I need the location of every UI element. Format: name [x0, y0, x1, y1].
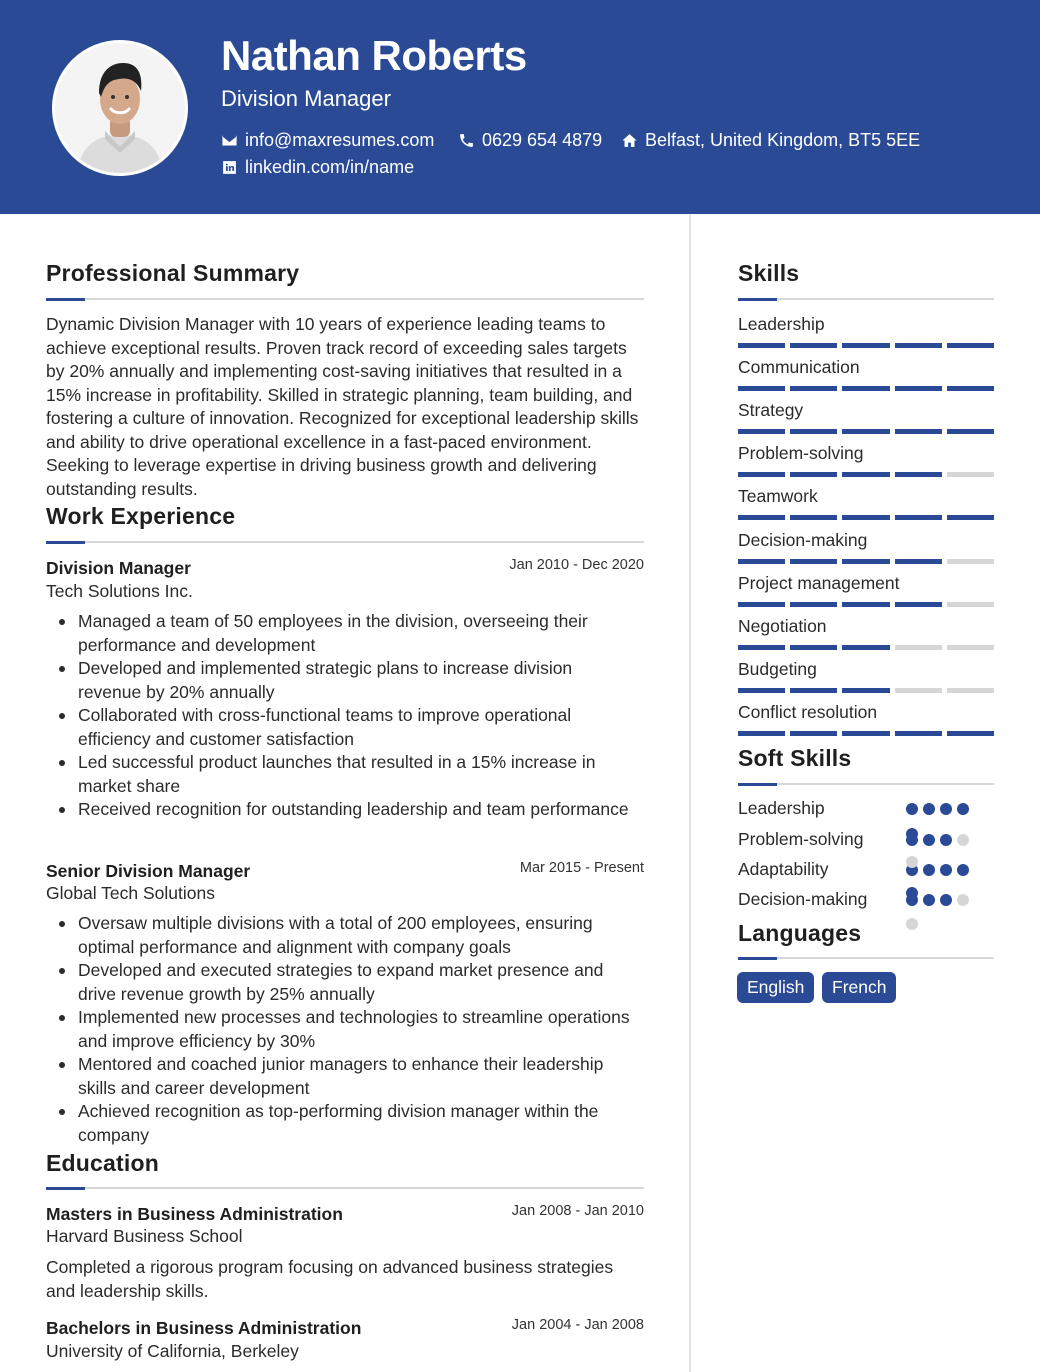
- list-item: Led successful product launches that resulted in a 15% increase in market share: [78, 751, 638, 798]
- resume-header: [0, 0, 1040, 214]
- skill-segment: [842, 731, 889, 736]
- skill-segment: [895, 386, 942, 391]
- experience-rule: [46, 541, 644, 543]
- candidate-name: Nathan Roberts: [221, 32, 527, 79]
- skill-segment: [738, 429, 785, 434]
- rating-dot: [957, 803, 969, 815]
- languages-rule: [738, 957, 994, 959]
- contact-location: [621, 130, 920, 151]
- skill-segment: [842, 559, 889, 564]
- skill-segment: [790, 602, 837, 607]
- skill-segment: [738, 472, 785, 477]
- skill-segment: [895, 472, 942, 477]
- skill-segment: [895, 559, 942, 564]
- rating-dot: [957, 864, 969, 876]
- skill-segment: [790, 559, 837, 564]
- skill-segment: [895, 645, 942, 650]
- list-item: Implemented new processes and technologies to streamline operations and improve efficiency by 30%: [78, 1006, 638, 1053]
- email-text: info@maxresumes.com: [245, 130, 435, 150]
- rating-dot: [906, 887, 918, 899]
- skill-segment: [738, 343, 785, 348]
- skill-segment: [947, 386, 994, 391]
- languages-heading: Languages: [738, 920, 862, 946]
- skills-heading: Skills: [738, 260, 800, 286]
- soft-skill-rating: [906, 803, 969, 815]
- skill-level-bar: [738, 386, 994, 391]
- list-item: Developed and implemented strategic plans to increase division revenue by 20% annually: [78, 657, 638, 704]
- linkedin-icon: [221, 159, 238, 176]
- skill-segment: [790, 515, 837, 520]
- skill-name: Leadership: [738, 314, 825, 334]
- phone-icon: [458, 132, 475, 149]
- degree-title: Bachelors in Business Administration: [46, 1318, 362, 1338]
- job-bullets: [78, 610, 638, 822]
- list-item: Oversaw multiple divisions with a total of 200 employees, ensuring optimal performance and alignment with company goals: [78, 912, 638, 959]
- job-bullets: [78, 912, 638, 1147]
- skill-name: Decision-making: [738, 530, 868, 550]
- skill-segment: [947, 429, 994, 434]
- skill-segment: [895, 602, 942, 607]
- soft-skill-name: Adaptability: [738, 859, 829, 879]
- soft-skills-rule: [738, 783, 994, 785]
- avatar: [52, 40, 188, 176]
- skill-segment: [790, 429, 837, 434]
- skill-level-bar: [738, 645, 994, 650]
- experience-heading: Work Experience: [46, 503, 236, 529]
- skill-segment: [738, 386, 785, 391]
- summary-rule: [46, 298, 644, 300]
- skill-segment: [790, 343, 837, 348]
- rating-dot: [940, 803, 952, 815]
- skill-segment: [790, 731, 837, 736]
- skill-name: Strategy: [738, 400, 804, 420]
- skill-segment: [842, 602, 889, 607]
- skill-name: Project management: [738, 573, 900, 593]
- job-dates: Jan 2010 - Dec 2020: [509, 557, 644, 573]
- rating-dot: [940, 864, 952, 876]
- degree-description: Completed a rigorous program focusing on advanced business strategies and leadership skills.: [46, 1257, 614, 1301]
- skill-segment: [738, 731, 785, 736]
- envelope-icon: [221, 132, 238, 149]
- degree-dates: Jan 2008 - Jan 2010: [511, 1203, 644, 1219]
- skill-segment: [738, 688, 785, 693]
- rating-dot: [906, 918, 918, 930]
- degree-title: Masters in Business Administration: [46, 1204, 343, 1224]
- location-text: Belfast, United Kingdom, BT5 5EE: [645, 130, 921, 150]
- skill-segment: [947, 602, 994, 607]
- skill-segment: [842, 645, 889, 650]
- list-item: Mentored and coached junior managers to enhance their leadership skills and career development: [78, 1053, 638, 1100]
- list-item: Collaborated with cross-functional teams to improve operational efficiency and customer satisfaction: [78, 704, 638, 751]
- skill-segment: [895, 515, 942, 520]
- skill-segment: [895, 731, 942, 736]
- degree-dates: Jan 2004 - Jan 2008: [511, 1317, 644, 1333]
- skill-segment: [947, 515, 994, 520]
- skill-level-bar: [738, 731, 994, 736]
- skill-name: Negotiation: [738, 616, 827, 636]
- education-heading: Education: [46, 1150, 159, 1176]
- skill-segment: [947, 343, 994, 348]
- candidate-title: Division Manager: [221, 86, 391, 111]
- skill-segment: [738, 515, 785, 520]
- skill-level-bar: [738, 559, 994, 564]
- skill-name: Problem-solving: [738, 443, 864, 463]
- skill-segment: [790, 472, 837, 477]
- rating-dot: [940, 834, 952, 846]
- soft-skill-name: Decision-making: [738, 889, 868, 909]
- skill-segment: [947, 559, 994, 564]
- profile-photo-icon: [55, 43, 185, 173]
- skill-name: Communication: [738, 357, 860, 377]
- skill-level-bar: [738, 429, 994, 434]
- education-rule: [46, 1187, 644, 1189]
- skill-segment: [790, 645, 837, 650]
- skill-segment: [842, 343, 889, 348]
- skill-segment: [738, 602, 785, 607]
- rating-dot: [957, 834, 969, 846]
- skill-segment: [895, 429, 942, 434]
- summary-heading: Professional Summary: [46, 260, 300, 286]
- skill-level-bar: [738, 472, 994, 477]
- list-item: Developed and executed strategies to expand market presence and drive revenue growth by 25% annually: [78, 959, 638, 1006]
- contact-linkedin[interactable]: [221, 157, 414, 178]
- skill-segment: [895, 688, 942, 693]
- soft-skill-name: Leadership: [738, 798, 825, 818]
- contact-phone[interactable]: [458, 130, 602, 151]
- job-company: Global Tech Solutions: [46, 883, 215, 903]
- skill-name: Teamwork: [738, 486, 818, 506]
- soft-skill-name: Problem-solving: [738, 829, 864, 849]
- soft-skills-heading: Soft Skills: [738, 745, 852, 771]
- summary-text: Dynamic Division Manager with 10 years of experience leading teams to achieve exceptional results. Proven track record of exceeding sales targets by 20% annually and implementing cost-saving initiatives that resulted in a 15% increase in profitability. Skilled in strategic planning, team building, and fostering a culture of innovation. Recognized for exceptional leadership skills and ability to drive operational excellence in a fast-paced environment. Seeking to leverage expertise in driving business growth and delivering outstanding results.: [46, 314, 639, 499]
- skill-segment: [842, 688, 889, 693]
- home-icon: [621, 132, 638, 149]
- list-item: Managed a team of 50 employees in the division, overseeing their performance and development: [78, 610, 638, 657]
- job-company: Tech Solutions Inc.: [46, 581, 193, 601]
- rating-dot: [906, 856, 918, 868]
- list-item: Achieved recognition as top-performing division manager within the company: [78, 1100, 638, 1147]
- skill-level-bar: [738, 343, 994, 348]
- skill-segment: [895, 343, 942, 348]
- skill-segment: [738, 645, 785, 650]
- skill-name: Conflict resolution: [738, 702, 878, 722]
- language-badge: French: [822, 972, 896, 1003]
- rating-dot: [923, 834, 935, 846]
- rating-dot: [923, 894, 935, 906]
- skill-level-bar: [738, 602, 994, 607]
- column-divider: [689, 214, 691, 1372]
- skill-segment: [947, 688, 994, 693]
- rating-dot: [957, 894, 969, 906]
- skill-level-bar: [738, 515, 994, 520]
- school-name: Harvard Business School: [46, 1226, 243, 1246]
- job-dates: Mar 2015 - Present: [519, 860, 644, 876]
- contact-email[interactable]: [221, 130, 434, 151]
- rating-dot: [906, 828, 918, 840]
- skill-segment: [842, 472, 889, 477]
- school-name: University of California, Berkeley: [46, 1341, 299, 1361]
- job-title: Division Manager: [46, 558, 191, 578]
- skill-segment: [842, 386, 889, 391]
- skill-level-bar: [738, 688, 994, 693]
- skill-segment: [947, 472, 994, 477]
- skill-segment: [738, 559, 785, 564]
- rating-dot: [906, 803, 918, 815]
- rating-dot: [923, 864, 935, 876]
- skill-segment: [790, 688, 837, 693]
- rating-dot: [923, 803, 935, 815]
- job-title: Senior Division Manager: [46, 861, 251, 881]
- skill-segment: [842, 429, 889, 434]
- list-item: Received recognition for outstanding leadership and team performance: [78, 798, 638, 822]
- skill-segment: [790, 386, 837, 391]
- skill-segment: [947, 731, 994, 736]
- skill-name: Budgeting: [738, 659, 817, 679]
- skills-rule: [738, 298, 994, 300]
- skill-segment: [947, 645, 994, 650]
- phone-text: 0629 654 4879: [482, 130, 603, 150]
- skill-segment: [842, 515, 889, 520]
- linkedin-text: linkedin.com/in/name: [245, 157, 415, 177]
- language-badge: English: [737, 972, 814, 1003]
- rating-dot: [940, 894, 952, 906]
